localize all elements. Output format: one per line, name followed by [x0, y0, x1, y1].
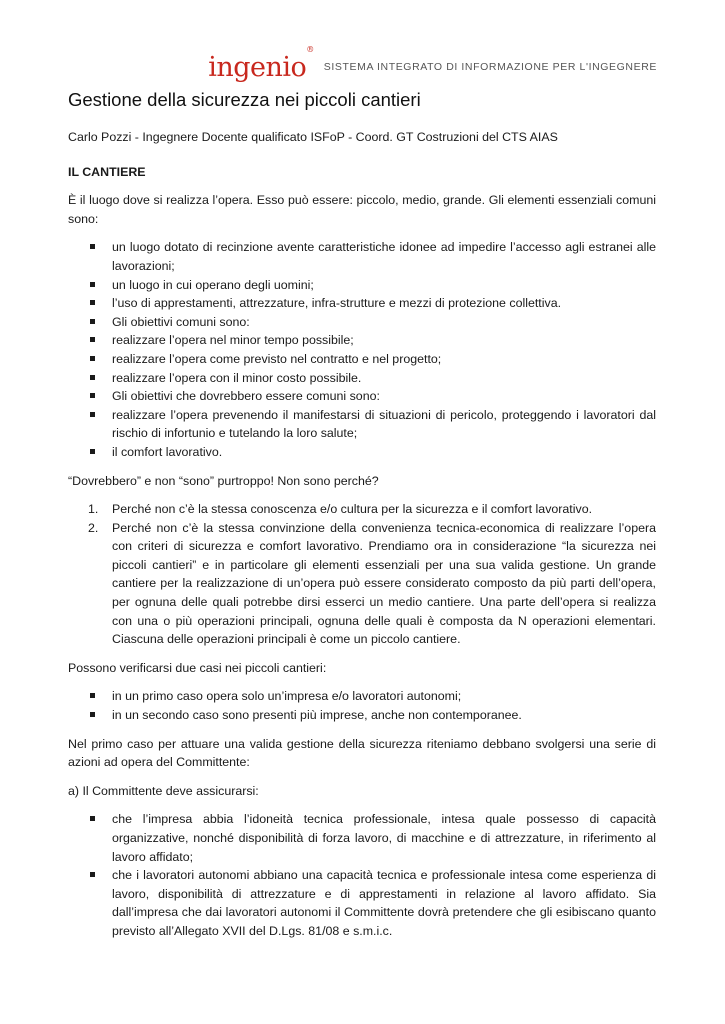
list-item — [68, 331, 656, 350]
numbered-item-text: Perché non c’è la stessa convinzione della convenienza tecnica-economica di realizzare l’opera con criteri di sicurezza e comfort lavorativo. Prendiamo ora in considerazione “la sicurezza nei piccoli cantieri” e in particolare gli elementi essenziali per una sua valida gestione. Un grande cantiere per la realizzazione di un’opera può essere considerato composto da più parti dell’opera, per ognuna delle quali potrebbe dirsi esserci un medio cantiere. Una parte dell’opera si realizza con una o più operazioni principali, ognuna delle quali è composta da N operazioni elementari. Ciascuna delle operazioni principali è come un piccolo cantiere. — [112, 520, 656, 647]
committente-list — [68, 810, 656, 940]
list-item — [68, 687, 656, 706]
square-bullet-icon — [90, 319, 95, 324]
author-line: Carlo Pozzi - Ingegnere Docente qualificato ISFoP - Coord. GT Costruzioni del CTS AIAS — [68, 130, 558, 144]
square-bullet-icon — [90, 872, 95, 877]
list-item-text: il comfort lavorativo. — [112, 444, 223, 459]
list-item-text: un luogo in cui operano degli uomini; — [112, 277, 314, 292]
first-case-paragraph: Nel primo caso per attuare una valida gestione della sicurezza riteniamo debbano svolgersi una serie di azioni ad opera del Committente: — [68, 736, 656, 770]
document-body — [68, 88, 656, 951]
intro-paragraph: È il luogo dove si realizza l’opera. Esso può essere: piccolo, medio, grande. Gli elementi essenziali comuni sono: — [68, 193, 656, 226]
square-bullet-icon — [90, 375, 95, 380]
section-heading: IL CANTIERE — [68, 164, 146, 179]
square-bullet-icon — [90, 693, 95, 698]
list-item-text: Gli obiettivi che dovrebbero essere comuni sono: — [112, 389, 380, 404]
square-bullet-icon — [90, 282, 95, 287]
list-item — [68, 238, 656, 275]
list-item — [68, 369, 656, 388]
list-item-text: un luogo dotato di recinzione avente caratteristiche idonee ad impedire l’accesso agli estranei alle lavorazioni; — [112, 240, 656, 273]
list-item-text: in un secondo caso sono presenti più imprese, anche non contemporanee. — [112, 708, 522, 723]
item-number: 1. — [88, 502, 99, 517]
list-item-text: che l’impresa abbia l’idoneità tecnica professionale, intesa quale possesso di capacità organizzative, nonché disponibilità di forza lavoro, di macchine e di attrezzature, in riferimento al lavoro affidato; — [112, 812, 656, 864]
square-bullet-icon — [90, 300, 95, 305]
header-tagline: SISTEMA INTEGRATO DI INFORMAZIONE PER L'INGEGNERE — [323, 60, 657, 73]
numbered-item-text: Perché non c’è la stessa conoscenza e/o cultura per la sicurezza e il comfort lavorativo. — [112, 502, 593, 517]
document-header — [208, 40, 657, 83]
ingenio-logo — [208, 45, 314, 83]
list-item-text: realizzare l’opera nel minor tempo possibile; — [112, 333, 354, 348]
list-item-text: Gli obiettivi comuni sono: — [112, 314, 250, 329]
list-item-text: in un primo caso opera solo un’impresa e/o lavoratori autonomi; — [112, 689, 462, 704]
list-item — [68, 276, 656, 295]
item-number: 2. — [88, 520, 99, 535]
question-paragraph: “Dovrebbero” e non “sono” purtroppo! Non sono perché? — [68, 473, 379, 488]
logo-registered-mark: ® — [306, 45, 314, 54]
square-bullet-icon — [90, 337, 95, 342]
square-bullet-icon — [90, 244, 95, 249]
list-item — [68, 866, 656, 940]
list-item-text: l’uso di apprestamenti, attrezzature, infra-strutture e mezzi di protezione collettiva. — [112, 296, 562, 311]
list-item-text: realizzare l’opera come previsto nel contratto e nel progetto; — [112, 351, 442, 366]
list-item — [68, 443, 656, 462]
reasons-list — [68, 500, 656, 649]
cases-list — [68, 687, 656, 724]
sub-heading-a: a) Il Committente deve assicurarsi: — [68, 783, 259, 798]
numbered-item — [68, 519, 656, 649]
square-bullet-icon — [90, 356, 95, 361]
list-item — [68, 294, 656, 313]
logo-text: ingenio — [208, 52, 307, 83]
square-bullet-icon — [90, 712, 95, 717]
numbered-item — [68, 500, 656, 519]
elements-list — [68, 238, 656, 461]
list-item — [68, 387, 656, 406]
square-bullet-icon — [90, 816, 95, 821]
cases-intro: Possono verificarsi due casi nei piccoli cantieri: — [68, 660, 327, 675]
list-item-text: che i lavoratori autonomi abbiano una capacità tecnica e professionale intesa come esperienza di lavoro, disponibilità di attrezzature e di apprestamenti in relazione al lavoro affidato. Sia dall’impresa che dai lavoratori autonomi il Committente dovrà pretendere che gli esibiscano quanto previsto all’Allegato XVII del D.Lgs. 81/08 e s.m.i.c. — [112, 868, 656, 938]
list-item — [68, 350, 656, 369]
document-title: Gestione della sicurezza nei piccoli cantieri — [68, 89, 421, 110]
list-item — [68, 313, 656, 332]
square-bullet-icon — [90, 449, 95, 454]
list-item-text: realizzare l’opera con il minor costo possibile. — [112, 370, 362, 385]
list-item — [68, 810, 656, 866]
list-item-text: realizzare l’opera prevenendo il manifestarsi di situazioni di pericolo, proteggendo i lavoratori dal rischio di infortunio e tutelando la loro salute; — [112, 407, 656, 441]
list-item — [68, 706, 656, 725]
square-bullet-icon — [90, 412, 95, 417]
list-item — [68, 406, 656, 443]
square-bullet-icon — [90, 393, 95, 398]
